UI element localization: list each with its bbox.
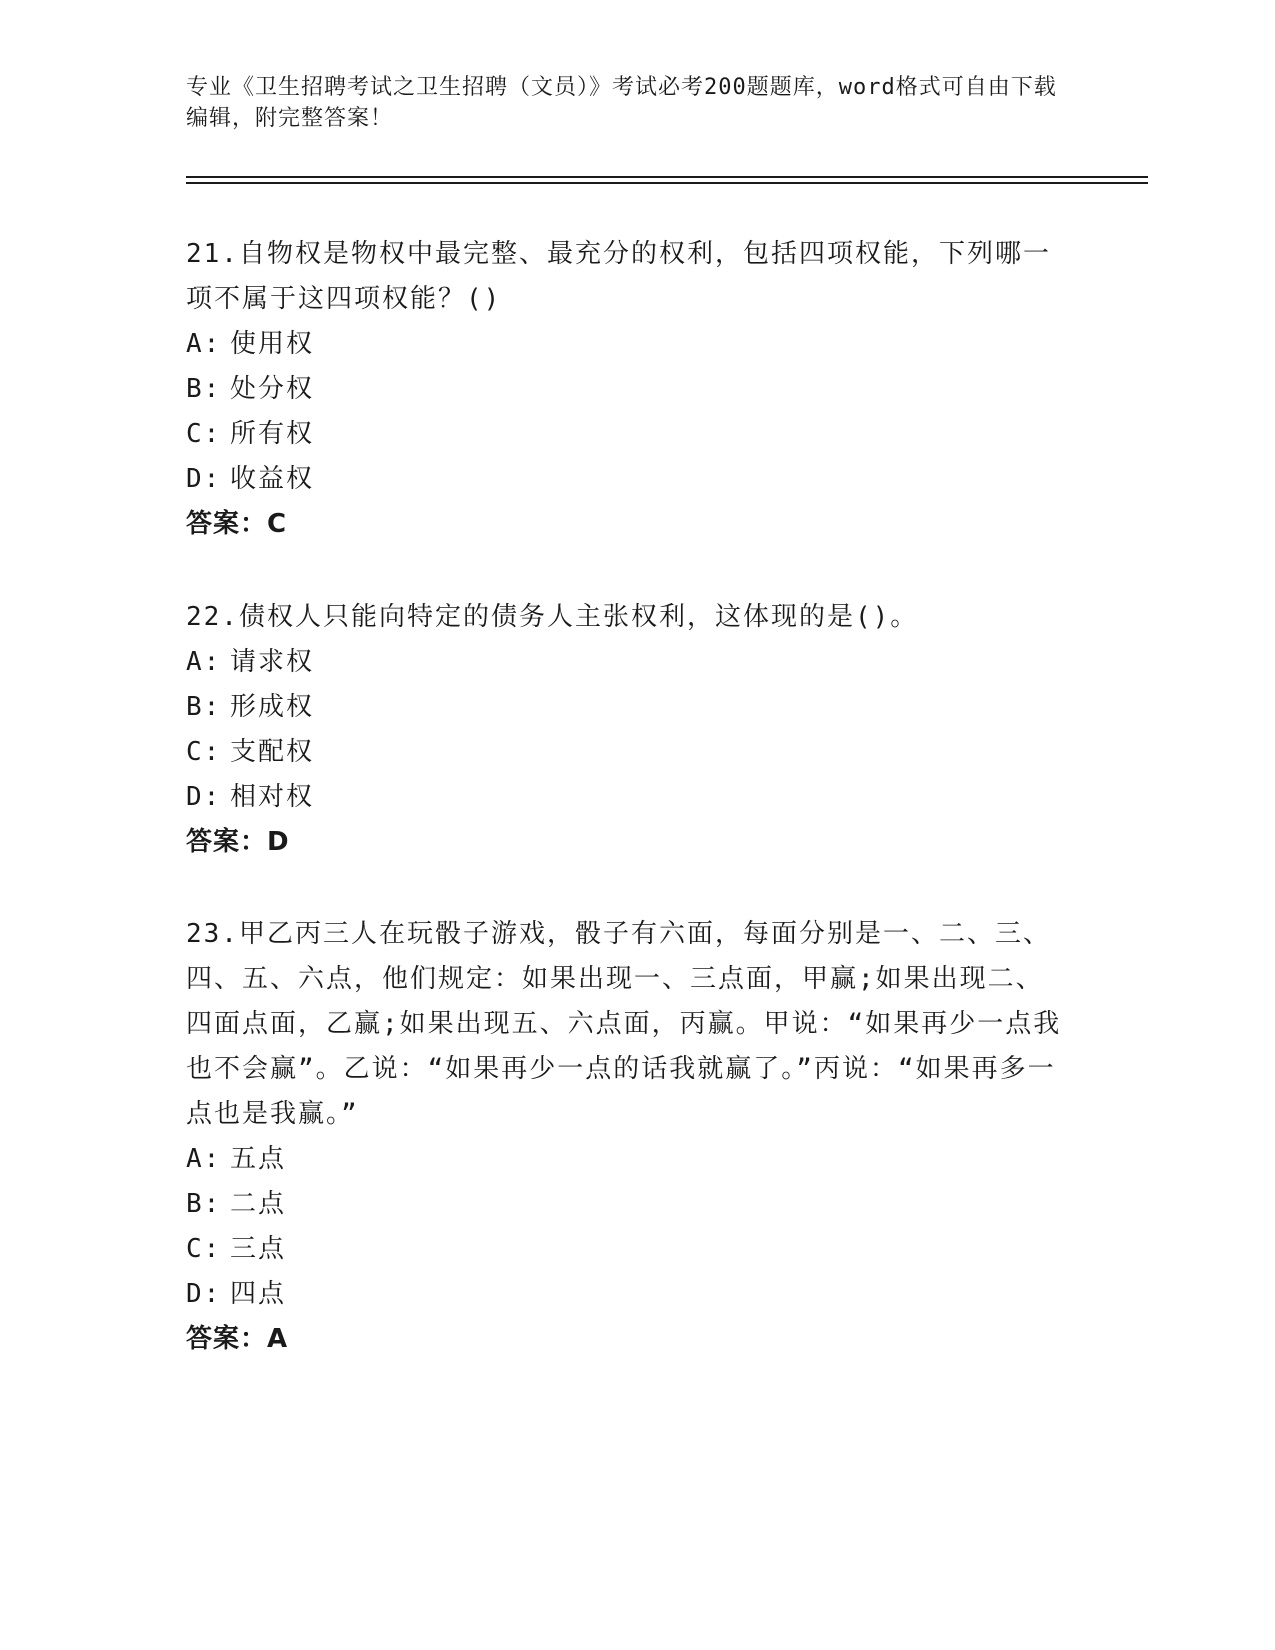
document-header: 专业《卫生招聘考试之卫生招聘（文员）》考试必考200题题库，word格式可自由下载编辑，附完整答案！ — [186, 75, 1057, 131]
option-text: 相对权 — [230, 782, 315, 812]
option-text: 使用权 — [230, 329, 315, 359]
option-letter: D: — [186, 782, 222, 812]
option-letter: C: — [186, 419, 222, 449]
option-text: 形成权 — [230, 692, 315, 722]
answer-line: 答案：C — [186, 509, 288, 539]
option-a — [186, 1137, 1066, 1182]
option-letter: A: — [186, 647, 222, 677]
option-letter: B: — [186, 1189, 222, 1219]
option-text: 所有权 — [230, 419, 315, 449]
option-c — [186, 412, 1066, 457]
option-text: 支配权 — [230, 737, 315, 767]
option-letter: C: — [186, 1234, 222, 1264]
option-text: 处分权 — [230, 374, 315, 404]
option-b — [186, 1182, 1066, 1227]
option-d — [186, 457, 1066, 502]
option-text: 收益权 — [230, 464, 315, 494]
option-text: 四点 — [230, 1279, 287, 1309]
option-text: 二点 — [230, 1189, 287, 1219]
option-letter: C: — [186, 737, 222, 767]
option-letter: D: — [186, 1279, 222, 1309]
option-d — [186, 1272, 1066, 1317]
question-stem: 23.甲乙丙三人在玩骰子游戏，骰子有六面，每面分别是一、二、三、四、五、六点，他们规定：如果出现一、三点面，甲赢;如果出现二、四面点面，乙赢;如果出现五、六点面，丙赢。甲说：“如果再少一点我也不会赢”。乙说：“如果再少一点的话我就赢了。”丙说：“如果再多一点也是我赢。” — [186, 919, 1062, 1129]
option-letter: D: — [186, 464, 222, 494]
answer-line: 答案：A — [186, 1324, 289, 1354]
question-22 — [186, 595, 1066, 865]
answer-line: 答案：D — [186, 827, 290, 857]
option-text: 五点 — [230, 1144, 287, 1174]
option-text: 请求权 — [230, 647, 315, 677]
option-letter: B: — [186, 692, 222, 722]
option-text: 三点 — [230, 1234, 287, 1264]
option-letter: A: — [186, 1144, 222, 1174]
question-stem: 21.自物权是物权中最完整、最充分的权利，包括四项权能，下列哪一项不属于这四项权能？() — [186, 239, 1051, 314]
option-d — [186, 775, 1066, 820]
option-b — [186, 685, 1066, 730]
header-divider-top — [186, 176, 1148, 178]
question-stem: 22.债权人只能向特定的债务人主张权利，这体现的是()。 — [186, 602, 919, 632]
question-21 — [186, 232, 1066, 547]
option-letter: B: — [186, 374, 222, 404]
option-letter: A: — [186, 329, 222, 359]
option-a — [186, 640, 1066, 685]
question-23 — [186, 912, 1066, 1362]
option-b — [186, 367, 1066, 412]
header-divider-bottom — [186, 182, 1148, 184]
option-a — [186, 322, 1066, 367]
option-c — [186, 730, 1066, 775]
option-c — [186, 1227, 1066, 1272]
